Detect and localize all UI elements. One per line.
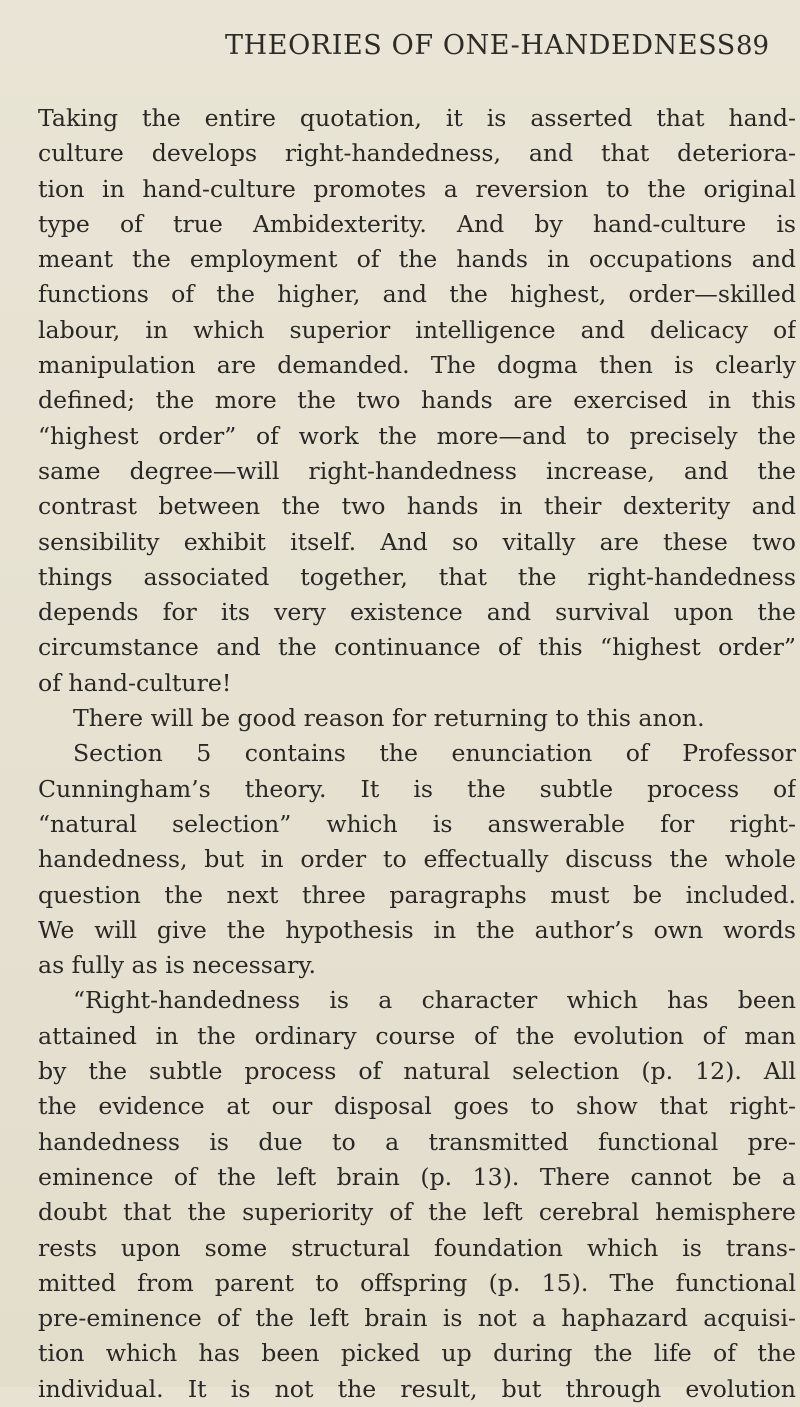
text-line: “natural selection” which is answerable for right- bbox=[38, 809, 796, 838]
text-line: We will give the hypothesis in the author’s own words bbox=[38, 915, 796, 944]
text-line: tion in hand-culture promotes a reversion to the original bbox=[38, 174, 796, 203]
text-line: labour, in which superior intelligence and delicacy of bbox=[38, 315, 796, 344]
text-line: functions of the higher, and the highest, order—skilled bbox=[38, 280, 796, 309]
running-title: THEORIES OF ONE-HANDEDNESS bbox=[225, 30, 736, 61]
paragraph-1 bbox=[38, 101, 796, 701]
text-line: Section 5 contains the enunciation of Professor bbox=[73, 739, 796, 768]
text-line: pre-eminence of the left brain is not a haphazard acquisi- bbox=[38, 1304, 796, 1333]
text-line: sensibility exhibit itself. And so vitally are these two bbox=[38, 527, 796, 556]
text-line: “Right-handedness is a character which has been bbox=[73, 986, 796, 1015]
paragraph-2 bbox=[38, 701, 796, 736]
text-line: meant the employment of the hands in occupations and bbox=[38, 245, 796, 274]
text-line: “highest order” of work the more—and to precisely the bbox=[38, 421, 796, 450]
text-line: tion which has been picked up during the life of the bbox=[38, 1339, 796, 1368]
text-line: mitted from parent to offspring (p. 15). The functional bbox=[38, 1268, 796, 1297]
text-line: depends for its very existence and survival upon the bbox=[38, 598, 796, 627]
text-line: by the subtle process of natural selection (p. 12). All bbox=[38, 1057, 796, 1086]
text-line: circumstance and the continuance of this “highest order” bbox=[38, 633, 796, 662]
text-line: Taking the entire quotation, it is asserted that hand- bbox=[38, 104, 796, 132]
text-line: culture develops right-handedness, and that deteriora- bbox=[38, 139, 796, 168]
text-line: as fully as is necessary. bbox=[38, 951, 316, 980]
text-line: type of true Ambidexterity. And by hand-culture is bbox=[38, 209, 796, 238]
text-line: Cunningham’s theory. It is the subtle process of bbox=[38, 774, 796, 803]
text-line: defined; the more the two hands are exercised in this bbox=[38, 386, 796, 415]
text-line: There will be good reason for returning to this anon. bbox=[73, 704, 705, 733]
text-line: eminence of the left brain (p. 13). There cannot be a bbox=[38, 1162, 796, 1191]
text-line: question the next three paragraphs must be included. bbox=[38, 880, 796, 909]
running-head bbox=[0, 30, 800, 70]
text-line: things associated together, that the right-handedness bbox=[38, 562, 796, 591]
text-line: the evidence at our disposal goes to show that right- bbox=[38, 1092, 796, 1121]
text-line: same degree—will right-handedness increase, and the bbox=[38, 456, 796, 485]
paragraph-3 bbox=[38, 736, 796, 983]
text-line: individual. It is not the result, but through evolution bbox=[38, 1374, 796, 1403]
text-line: attained in the ordinary course of the evolution of man bbox=[38, 1021, 796, 1050]
text-line: doubt that the superiority of the left cerebral hemisphere bbox=[38, 1198, 796, 1227]
text-line: rests upon some structural foundation which is trans- bbox=[38, 1233, 796, 1262]
body-text bbox=[38, 101, 796, 1407]
text-line: contrast between the two hands in their dexterity and bbox=[38, 492, 796, 521]
text-line: of hand-culture! bbox=[38, 668, 232, 697]
text-line: handedness is due to a transmitted functional pre- bbox=[38, 1127, 796, 1156]
page-number: 89 bbox=[736, 31, 770, 61]
paragraph-4 bbox=[38, 983, 796, 1407]
text-line: manipulation are demanded. The dogma then is clearly bbox=[38, 351, 796, 380]
text-line: handedness, but in order to effectually discuss the whole bbox=[38, 845, 796, 874]
